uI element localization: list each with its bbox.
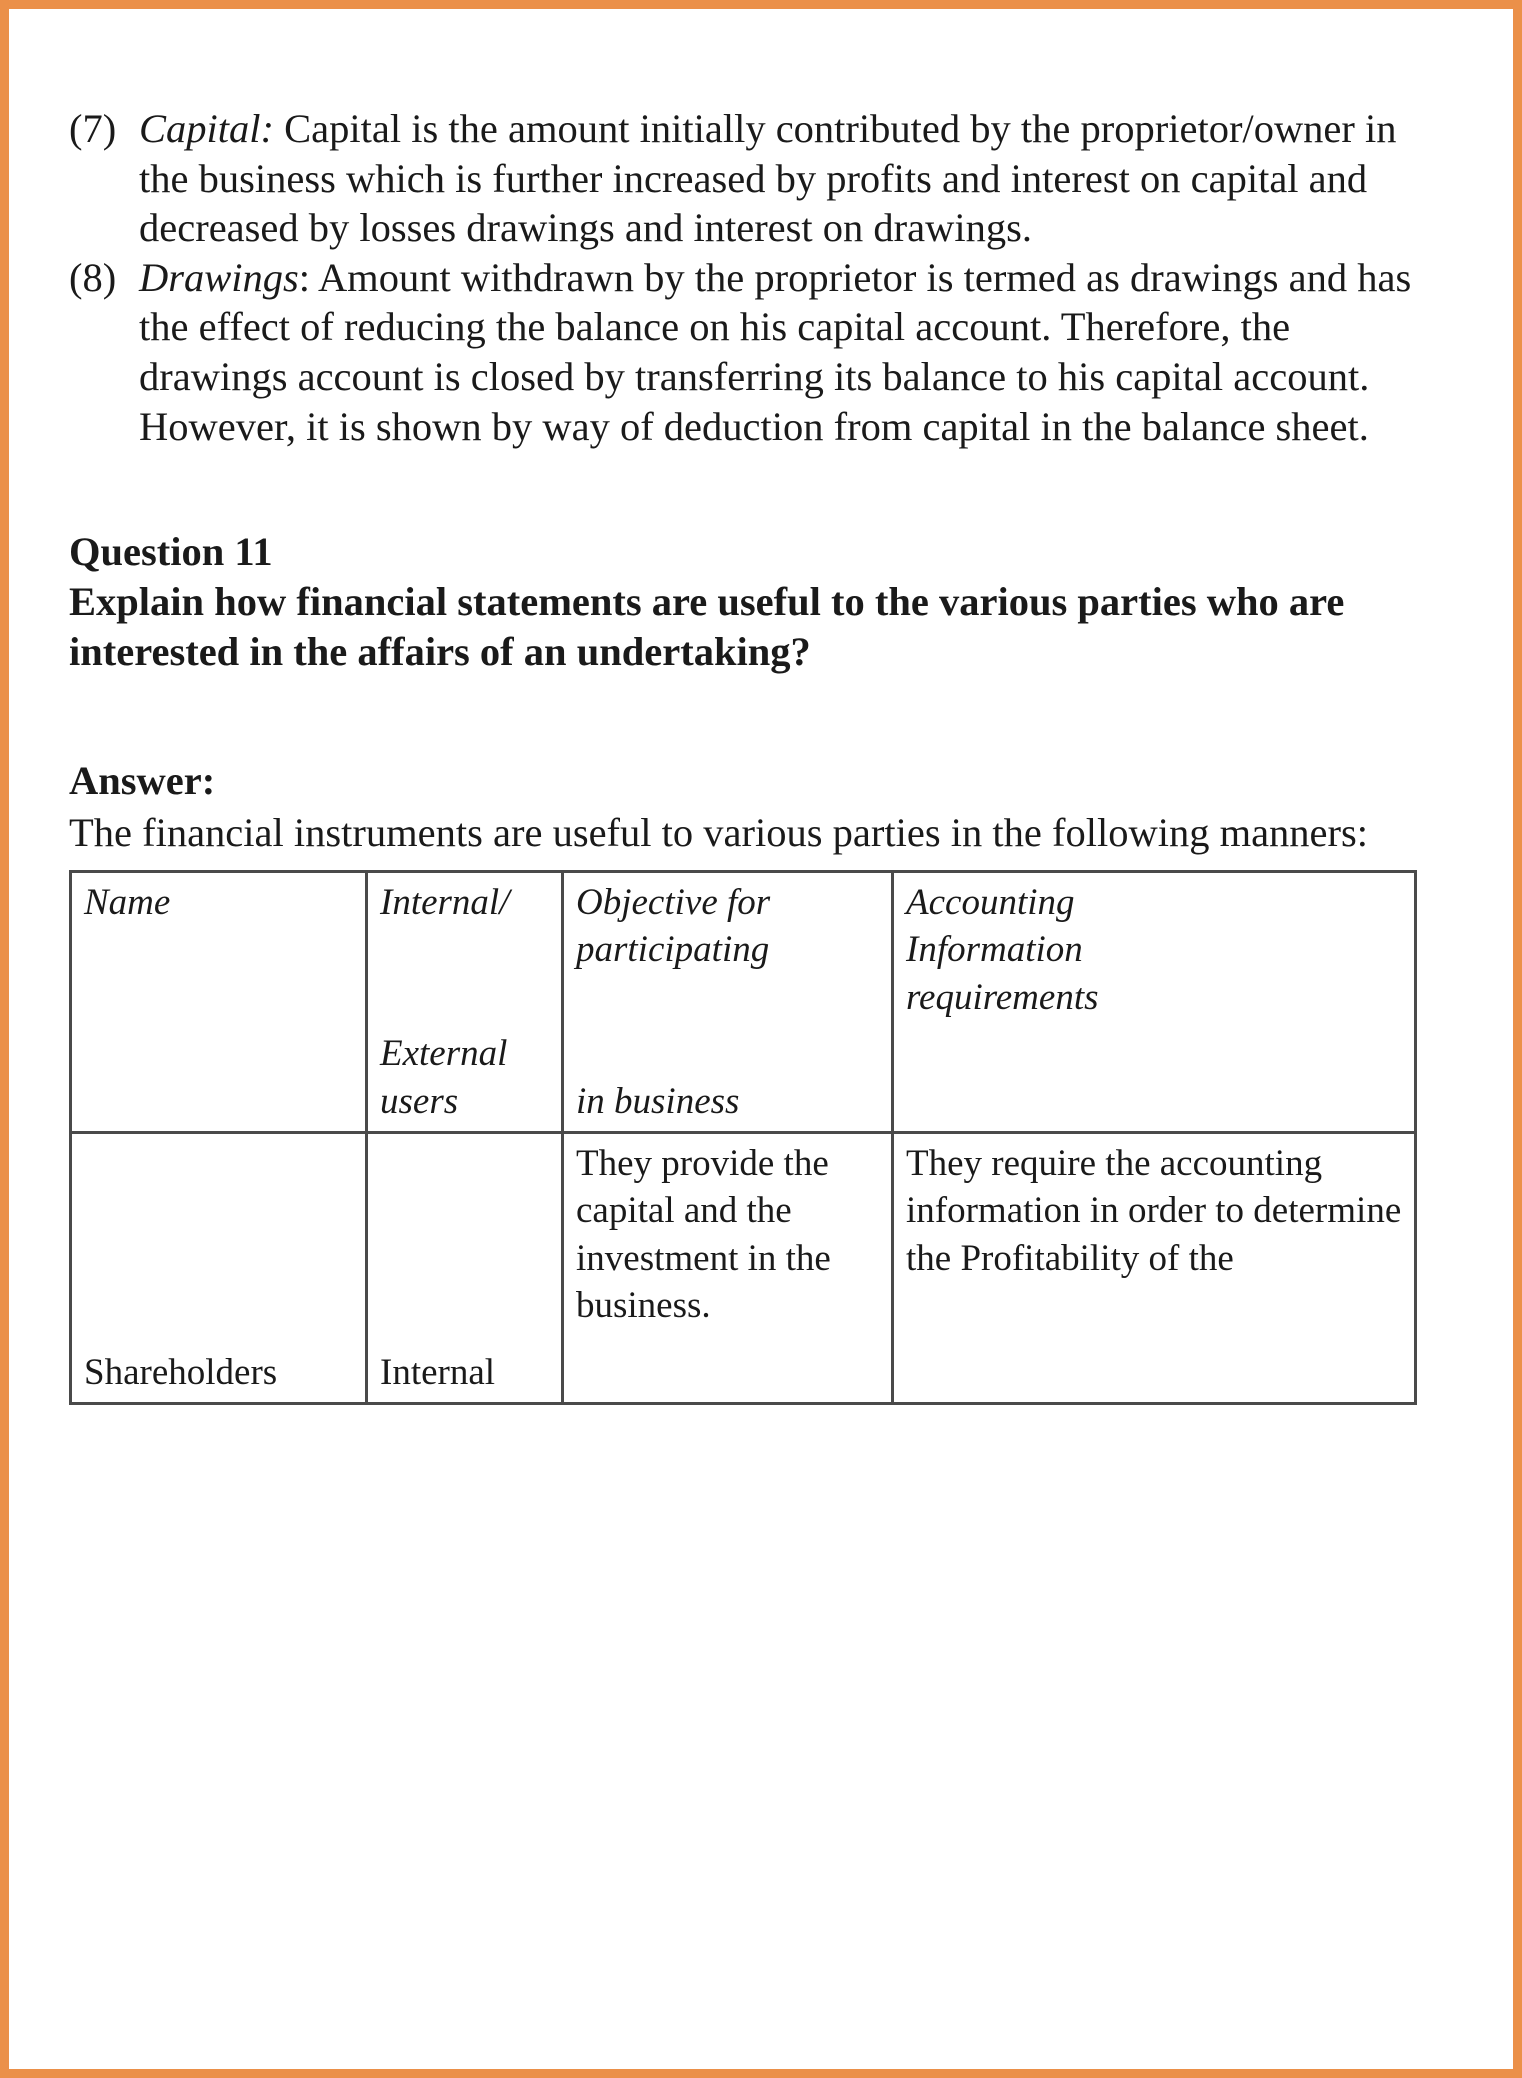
table-cell-information xyxy=(893,1132,1416,1403)
header-information-line2: Information xyxy=(906,929,1083,971)
answer-label: Answer: xyxy=(69,758,216,804)
header-label-information xyxy=(906,879,1404,1021)
table-body xyxy=(71,1132,1416,1403)
question-block xyxy=(69,527,1453,677)
list-item-body xyxy=(139,253,1453,451)
header-spacer xyxy=(84,926,355,1125)
list-item-marker: (7) xyxy=(69,106,117,151)
table-header xyxy=(71,871,1416,1132)
table-header-cell-name xyxy=(71,871,367,1132)
header-information-line3: requirements xyxy=(906,976,1099,1018)
cell-value-name: Shareholders xyxy=(84,1351,278,1393)
header-label-users: users xyxy=(380,1080,459,1122)
cell-value-information: They require the accounting information in order to determine the Profitability of the xyxy=(906,1142,1402,1279)
header-label-name: Name xyxy=(84,881,171,923)
header-label-external: External xyxy=(380,1033,508,1075)
table-header-cell-type xyxy=(367,871,563,1132)
header-objective-line2: participating xyxy=(576,929,770,971)
definition-term: Capital: xyxy=(139,106,275,151)
table-cell-type xyxy=(367,1132,563,1403)
header-objective-line1: Objective for xyxy=(576,881,771,923)
table-cell-objective xyxy=(563,1132,893,1403)
table-header-row xyxy=(71,871,1416,1132)
cell-value-objective: They provide the capital and the investment in the business. xyxy=(576,1142,831,1326)
list-item xyxy=(69,253,1453,451)
table-cell-name xyxy=(71,1132,367,1403)
header-label-type-bottom xyxy=(380,1030,551,1125)
header-spacer xyxy=(576,974,881,1078)
table-row xyxy=(71,1132,1416,1403)
table-header-cell-objective xyxy=(563,871,893,1132)
list-item xyxy=(69,104,1453,253)
page-content xyxy=(9,9,1513,2069)
list-item-body xyxy=(139,104,1453,253)
header-spacer xyxy=(380,926,551,1030)
question-text: Explain how financial statements are useful to the various parties who are interested in the affairs of an undertaking? xyxy=(69,579,1345,675)
definitions-list xyxy=(69,104,1453,451)
definition-term: Drawings xyxy=(139,254,299,300)
definition-text: : Amount withdrawn by the proprietor is termed as drawings and has the effect of reducing the balance on his capital account. Therefore, the drawings account is closed by transferring its balance to his capital account. However, it is shown by way of deduction from capital in the balance sheet. xyxy=(139,254,1412,449)
list-item-marker: (8) xyxy=(69,254,117,300)
parties-table xyxy=(69,870,1417,1405)
header-information-line1: Accounting xyxy=(906,881,1075,923)
cell-value-type: Internal xyxy=(380,1351,496,1393)
header-spacer xyxy=(906,1021,1404,1125)
header-label-objective-top xyxy=(576,879,881,974)
header-objective-line3: in business xyxy=(576,1080,740,1122)
answer-intro: The financial instruments are useful to various parties in the following manners: xyxy=(69,809,1369,855)
header-label-type-top: Internal/ xyxy=(380,881,510,923)
table-header-cell-information xyxy=(893,871,1416,1132)
question-number: Question 11 xyxy=(69,529,273,575)
definition-text: Capital is the amount initially contributed by the proprietor/owner in the business which is further increased by profits and interest on capital and decreased by losses drawings and interest on drawings. xyxy=(139,106,1397,251)
